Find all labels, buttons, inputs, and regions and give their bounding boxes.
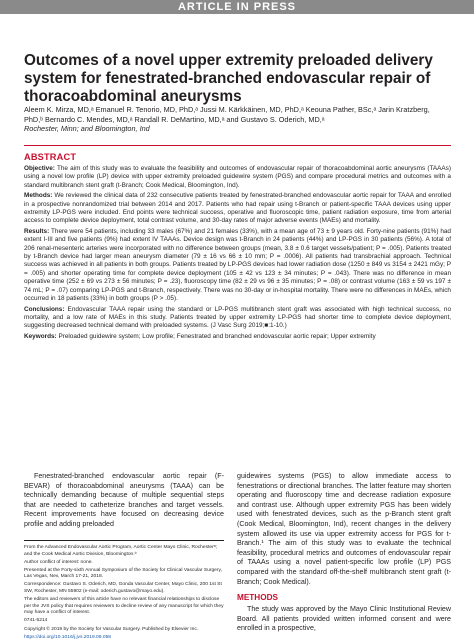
- methods-heading: METHODS: [237, 593, 278, 603]
- footnote-copyright: Copyright © 2019 by the Society for Vascular Surgery. Published by Elsevier Inc.: [24, 626, 199, 632]
- abstract-keywords: [24, 333, 451, 341]
- intro-paragraph-right: guidewires systems (PGS) to allow immediate access to fenestrations or directional branches. The latter feature may shorten operating and fluoroscopy time and decrease radiation exposure and contrast use. Although upper extremity PGS has been widely used with fenestrated devices, such as the p-Branch stent graft (Cook Medical, Bloomington, Ind), recent changes in the delivery system allowed its use via upper extremity access for PGS for t-Branch.¹ The aim of this study was to evaluate the technical feasibility, procedural metrics and outcomes of endovascular repair of TAAAs using a novel patient-specific low profile (LP) PGS compared with the standard off-the-shelf multibranch stent graft (t-Branch; Cook Medical).: [237, 472, 451, 586]
- footnote-correspondence: Correspondence: Gustavo S. Oderich, MD, Gonda Vascular Center, Mayo Clinic, 200 1st St SW, Rochester, MN 55902 (e-mail: oderich.gustavo@mayo.edu).: [24, 582, 222, 595]
- abstract-objective: [24, 165, 451, 190]
- objective-text: The aim of this study was to evaluate the feasibility and outcomes of endovascular repair of thoracoabdominal aortic aneurysms (TAAAs) using a novel low profile (LP) device with upper extremity preloaded guidewire system (PGS) and compare procedural metrics and outcomes with a standard multibranch stent graft (t-Branch; Cook Medical, Bloomington, Ind).: [24, 165, 451, 189]
- methods-label: Methods:: [24, 192, 53, 200]
- article-title: Outcomes of a novel upper extremity preloaded delivery system for fenestrated-branched endovascular repair of thoracoabdominal aneurysms: [24, 52, 433, 105]
- objective-label: Objective:: [24, 165, 55, 172]
- abstract-results: [24, 228, 451, 304]
- keywords-text: Preloaded guidewire system; Low profile; Fenestrated and branched endovascular aortic repair; Upper extremity: [56, 332, 376, 340]
- abstract-section: [24, 145, 451, 476]
- footnote-presented: Presented at the Forty-sixth Annual Symposium of the Society for Clinical Vascular Surgery, Las Vegas, Nev, March 17-21, 2018.: [24, 567, 222, 580]
- footnotes: [24, 540, 224, 643]
- author-list: Aleem K. Mirza, MD,ᵃ Emanuel R. Tenorio, MD, PhD,ᵃ Jussi M. Kärkkäinen, MD, PhD,ᵃ Keouna Pather, BSc,ᵃ Jarin Kratzberg, PhD,ᵇ Bernardo C. Mendes, MD,ᵃ Randall R. DeMartino, MD,ᵃ and Gustavo S. Oderich, MD,ᵃ: [24, 105, 430, 124]
- abstract-conclusions: [24, 306, 451, 331]
- abstract-heading: ABSTRACT: [24, 152, 77, 162]
- results-text: There were 54 patients, including 33 males (67%) and 21 females (33%), with a mean age of 73 ± 9 years old. Forty-nine patients (91%) had extent I-III and five patients (9%) had extent IV TAAAs. Device design was t-Branch in 24 patients (44%) and LP-PGS in 30 patients (56%). A total of 206 renal-mesenteric arteries were incorporated with no difference between groups (mean, 3.8 ± 0.6 target vessels/patient; P = .005). Patients treated by t-Branch device had larger mean aneurysm diameter (79 ± 16 vs 66 ± 10 mm; P = .0006). All patients had transbrachial approach. Technical success was achieved in all patients in both groups. Patients treated by LP-PGS devices had lower radiation dose (1250 ± 849 vs 3154 ± 2421 mGy; P = .005) and shorter operating time for complete device deployment (105 ± 42 vs 123 ± 34 minutes; P = .043). There was no difference in mean operative time (252 ± 69 vs 273 ± 56 minutes; P = .23), fluoroscopy time (82 ± 29 vs 96 ± 35 minutes; P = .08) or contrast volume (163 ± 59 vs 197 ± 74 mL; P = .07) comparing LP-PGS and t-Branch, respectively. There was no 30-day or in-hospital mortality. There were no differences in MAEs, which occurred in 18 patients (33%) in both groups (P > .05).: [24, 227, 451, 303]
- conclusions-text: Endovascular TAAA repair using the standard or LP-PGS multibranch stent graft was associated with high technical success, no mortality, and a low rate of MAEs in this study. Patients treated by upper extremity LP-PGS had shorter time to complete device deployment, suggesting decreased technical demand with preloaded systems. (J Vasc Surg 2019;■:1-10.): [24, 305, 451, 330]
- abstract-methods: [24, 192, 451, 226]
- footnote-issn: 0741-5214: [24, 618, 48, 624]
- footnote-doi-link[interactable]: https://doi.org/10.1016/j.jvs.2019.09.058: [24, 634, 112, 640]
- conclusions-label: Conclusions:: [24, 305, 65, 313]
- intro-paragraph-left: Fenestrated-branched endovascular aortic repair (F-BEVAR) of thoracoabdominal aneurysms (TAAA) can be technically demanding because of multiple sequential steps that are needed to catheterize branches and target vessels. Recent improvements have focused on decreasing device profile and adding preloaded: [24, 472, 224, 528]
- footnote-conflict: Author conflict of interest: none.: [24, 559, 93, 565]
- right-column: [237, 472, 451, 634]
- article-in-press-banner: ARTICLE IN PRESS: [0, 0, 474, 14]
- methods-text: We reviewed the clinical data of 232 consecutive patients treated by fenestrated-branched endovascular aortic repair for TAAA and enrolled in a prospective nonrandomized trial between 2014 and 2017. Patients who had repair using t-Branch or patient-specific TAAA devices using upper extremity LP-PGS were included. End points were technical success, operative and fluoroscopic time, patient radiation exposure, time from arterial access to complete device deployment, total contrast volume, and 30-day rates of major adverse events (MAEs) and mortality.: [24, 192, 451, 225]
- keywords-label: Keywords:: [24, 332, 57, 340]
- methods-paragraph: The study was approved by the Mayo Clinic Institutional Review Board. All patients provided written informed consent and were enrolled in a prospective,: [237, 605, 451, 633]
- footnote-disclosure: The editors and reviewers of this article have no relevant financial relationships to disclose per the JVS policy that requires reviewers to decline review of any manuscript for which they may have a conflict of interest.: [24, 597, 224, 616]
- results-label: Results:: [24, 227, 50, 235]
- author-affiliation: Rochester, Minn; and Bloomington, Ind: [24, 124, 150, 133]
- footnote-affiliation: From the Advanced Endovascular Aortic Program, Aortic Center Mayo Clinic, Rochesterᵃ; and the Cook Medical Aortic Division, Bloomington.ᵇ: [24, 545, 217, 557]
